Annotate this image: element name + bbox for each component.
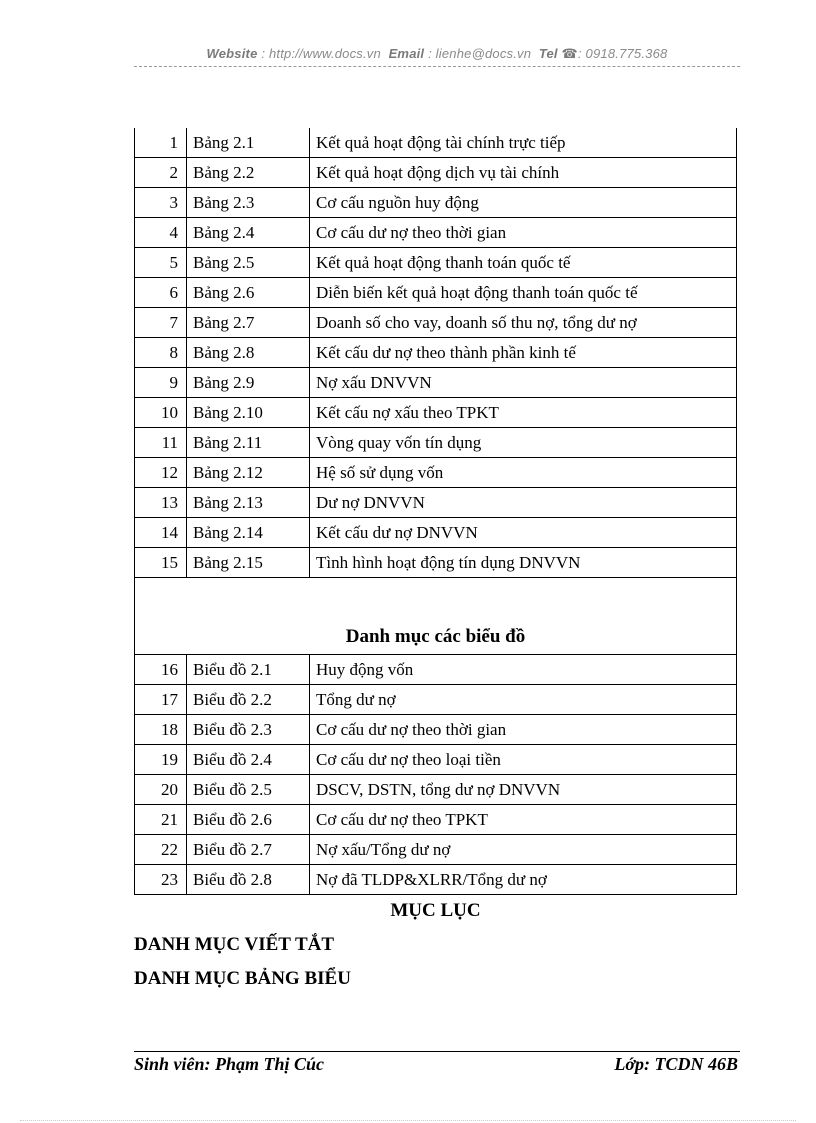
toc-tables-charts: DANH MỤC BẢNG BIỂU <box>134 968 351 989</box>
row-title: Tổng dư nợ <box>310 685 737 715</box>
website-label: Website <box>206 46 258 61</box>
row-code: Biểu đồ 2.6 <box>187 805 310 835</box>
header-rule <box>134 66 740 67</box>
row-title: Kết quả hoạt động thanh toán quốc tế <box>310 248 737 278</box>
email-label: Email <box>388 46 425 61</box>
footer-class: Lớp: TCDN 46B <box>614 1054 738 1074</box>
row-title: Huy động vốn <box>310 655 737 685</box>
row-code: Bảng 2.13 <box>187 488 310 518</box>
table-row <box>135 128 737 158</box>
table-row <box>135 458 737 488</box>
row-code: Biểu đồ 2.8 <box>187 865 310 895</box>
table-row <box>135 308 737 338</box>
muc-luc-heading: MỤC LỤC <box>390 900 481 921</box>
row-number: 6 <box>135 278 187 308</box>
email-value: : lienhe@docs.vn <box>428 46 532 61</box>
row-title: Kết cấu dư nợ theo thành phần kinh tế <box>310 338 737 368</box>
row-code: Bảng 2.1 <box>187 128 310 158</box>
table-row <box>135 775 737 805</box>
row-code: Bảng 2.9 <box>187 368 310 398</box>
table-row <box>135 655 737 685</box>
row-code: Biểu đồ 2.5 <box>187 775 310 805</box>
row-title: Nợ xấu DNVVN <box>310 368 737 398</box>
row-code: Bảng 2.8 <box>187 338 310 368</box>
row-title: Diễn biến kết quả hoạt động thanh toán quốc tế <box>310 278 737 308</box>
row-code: Biểu đồ 2.3 <box>187 715 310 745</box>
row-title: Dư nợ DNVVN <box>310 488 737 518</box>
table-row <box>135 685 737 715</box>
table-row <box>135 158 737 188</box>
table-row <box>135 805 737 835</box>
section-row <box>135 578 737 655</box>
table-row <box>135 428 737 458</box>
row-number: 3 <box>135 188 187 218</box>
row-number: 13 <box>135 488 187 518</box>
row-number: 18 <box>135 715 187 745</box>
toc-abbreviations: DANH MỤC VIẾT TẮT <box>134 934 335 955</box>
page-bottom-border <box>20 1120 796 1121</box>
row-number: 15 <box>135 548 187 578</box>
row-code: Bảng 2.5 <box>187 248 310 278</box>
row-number: 8 <box>135 338 187 368</box>
charts-heading: Danh mục các biểu đồ <box>135 578 737 655</box>
table-row <box>135 548 737 578</box>
table-row <box>135 248 737 278</box>
row-code: Bảng 2.14 <box>187 518 310 548</box>
row-title: Kết cấu nợ xấu theo TPKT <box>310 398 737 428</box>
row-number: 5 <box>135 248 187 278</box>
row-code: Bảng 2.10 <box>187 398 310 428</box>
table-row <box>135 368 737 398</box>
table-row <box>135 188 737 218</box>
table-row <box>135 338 737 368</box>
footer-rule <box>134 1051 740 1052</box>
table-row <box>135 278 737 308</box>
row-number: 17 <box>135 685 187 715</box>
row-title: DSCV, DSTN, tổng dư nợ DNVVN <box>310 775 737 805</box>
row-title: Cơ cấu dư nợ theo thời gian <box>310 715 737 745</box>
row-number: 1 <box>135 128 187 158</box>
row-code: Biểu đồ 2.4 <box>187 745 310 775</box>
row-code: Bảng 2.6 <box>187 278 310 308</box>
row-number: 12 <box>135 458 187 488</box>
row-number: 22 <box>135 835 187 865</box>
row-number: 19 <box>135 745 187 775</box>
row-title: Nợ đã TLDP&XLRR/Tổng dư nợ <box>310 865 737 895</box>
row-number: 4 <box>135 218 187 248</box>
row-title: Cơ cấu dư nợ theo thời gian <box>310 218 737 248</box>
row-number: 16 <box>135 655 187 685</box>
table-row <box>135 488 737 518</box>
row-number: 23 <box>135 865 187 895</box>
table-row <box>135 218 737 248</box>
row-number: 21 <box>135 805 187 835</box>
website-value: : http://www.docs.vn <box>261 46 381 61</box>
row-title: Kết quả hoạt động tài chính trực tiếp <box>310 128 737 158</box>
row-number: 2 <box>135 158 187 188</box>
table-row <box>135 518 737 548</box>
table-row <box>135 715 737 745</box>
row-number: 7 <box>135 308 187 338</box>
list-table <box>134 128 737 895</box>
row-code: Bảng 2.15 <box>187 548 310 578</box>
row-code: Biểu đồ 2.7 <box>187 835 310 865</box>
row-number: 10 <box>135 398 187 428</box>
row-title: Nợ xấu/Tổng dư nợ <box>310 835 737 865</box>
table-row <box>135 865 737 895</box>
row-code: Bảng 2.11 <box>187 428 310 458</box>
table-row <box>135 398 737 428</box>
row-title: Cơ cấu dư nợ theo loại tiền <box>310 745 737 775</box>
row-title: Doanh số cho vay, doanh số thu nợ, tổng dư nợ <box>310 308 737 338</box>
row-title: Vòng quay vốn tín dụng <box>310 428 737 458</box>
row-title: Tình hình hoạt động tín dụng DNVVN <box>310 548 737 578</box>
page-header <box>134 46 740 62</box>
row-code: Bảng 2.7 <box>187 308 310 338</box>
row-code: Biểu đồ 2.1 <box>187 655 310 685</box>
row-code: Biểu đồ 2.2 <box>187 685 310 715</box>
row-number: 11 <box>135 428 187 458</box>
row-code: Bảng 2.4 <box>187 218 310 248</box>
row-code: Bảng 2.3 <box>187 188 310 218</box>
footer-student: Sinh viên: Phạm Thị Cúc <box>134 1054 325 1074</box>
row-title: Cơ cấu dư nợ theo TPKT <box>310 805 737 835</box>
row-title: Kết quả hoạt động dịch vụ tài chính <box>310 158 737 188</box>
list-table-body <box>135 128 737 895</box>
table-row <box>135 745 737 775</box>
row-title: Hệ số sử dụng vốn <box>310 458 737 488</box>
tel-label: Tel ☎ <box>538 46 578 61</box>
tel-value: : 0918.775.368 <box>577 46 668 61</box>
row-number: 20 <box>135 775 187 805</box>
table-row <box>135 835 737 865</box>
row-code: Bảng 2.2 <box>187 158 310 188</box>
row-title: Cơ cấu nguồn huy động <box>310 188 737 218</box>
row-code: Bảng 2.12 <box>187 458 310 488</box>
row-title: Kết cấu dư nợ DNVVN <box>310 518 737 548</box>
row-number: 9 <box>135 368 187 398</box>
row-number: 14 <box>135 518 187 548</box>
